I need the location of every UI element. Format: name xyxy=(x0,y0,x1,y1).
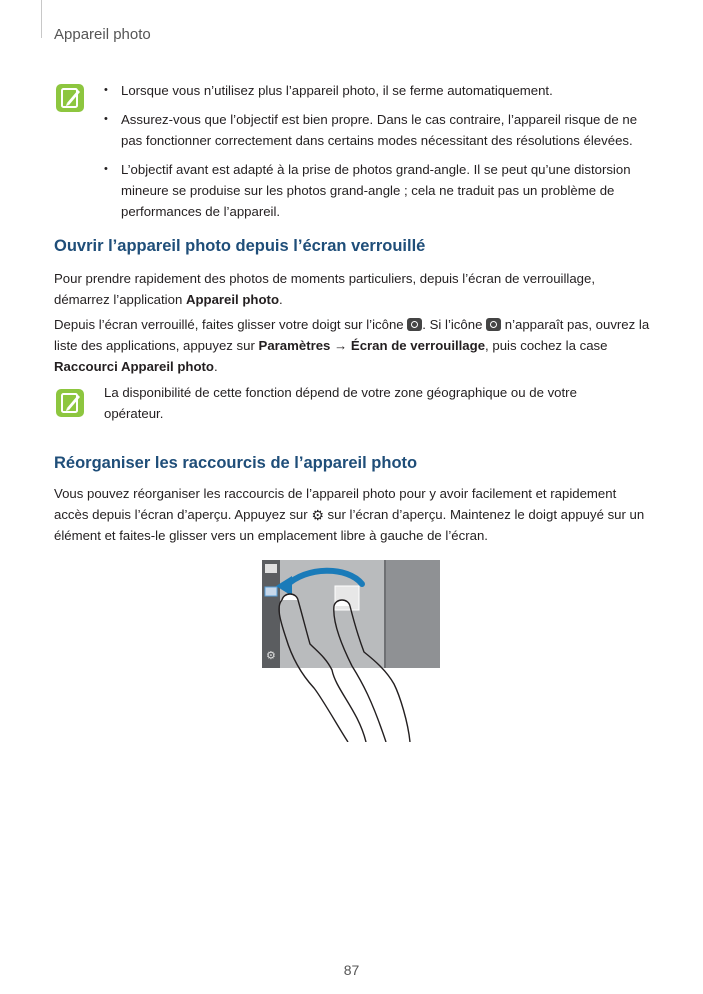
gear-icon: ⚙ xyxy=(266,650,276,662)
paragraph: Vous pouvez réorganiser les raccourcis de l’appareil photo pour y avoir facilement et rapidement accès depuis l’écran d’aperçu. Appuyez sur ⚙ sur l’écran d’aperçu. Maintenez le doigt appuyé sur un élément et faites-le glisser vers un emplacement libre à gauche de l’écran. xyxy=(54,486,645,543)
section-heading: Ouvrir l’appareil photo depuis l’écran verrouillé xyxy=(54,237,426,255)
note-icon xyxy=(56,84,84,112)
paragraph: Depuis l’écran verrouillé, faites glisser votre doigt sur l’icône . Si l’icône n’apparaît pas, ouvrez la liste des applications, appuyez sur Paramètres → Écran de verrouillage, puis cochez la case Raccourci Appareil photo. xyxy=(54,317,650,374)
section-heading: Réorganiser les raccourcis de l’appareil photo xyxy=(54,454,418,472)
fingertip xyxy=(282,594,298,600)
header-rule xyxy=(41,0,42,38)
note-bullet: • Lorsque vous n’utilisez plus l’appareil photo, il se ferme automatiquement. xyxy=(104,80,644,101)
camera-icon xyxy=(407,318,422,331)
fingertip xyxy=(334,600,350,606)
note-bullet: • L’objectif avant est adapté à la prise de photos grand-angle. Il se peut qu’une distorsion mineure se produise sur les photos grand-angle ; cela ne traduit pas un problème de performances de l’appareil. xyxy=(104,159,644,222)
shortcut-icon xyxy=(265,564,277,573)
drag-shortcut-illustration xyxy=(262,560,440,742)
paragraph: Pour prendre rapidement des photos de moments particuliers, depuis l’écran de verrouillage, démarrez l’application Appareil photo. xyxy=(54,271,595,307)
gear-icon: ⚙ xyxy=(311,507,324,523)
page-header-title: Appareil photo xyxy=(54,26,151,43)
page-number: 87 xyxy=(343,962,360,978)
note-bullet-list xyxy=(104,80,644,230)
shortcut-slot xyxy=(335,586,359,610)
camera-icon xyxy=(486,318,501,331)
note-bullet: • Assurez-vous que l’objectif est bien propre. Dans le cas contraire, l’appareil risque de ne pas fonctionner correctement dans certains modes nécessitant des résolutions élevées. xyxy=(104,109,644,151)
note-text: La disponibilité de cette fonction dépend de votre zone géographique ou de votre opérateur. xyxy=(104,385,577,421)
note-icon xyxy=(56,389,84,417)
shortcut-icon xyxy=(265,587,277,596)
